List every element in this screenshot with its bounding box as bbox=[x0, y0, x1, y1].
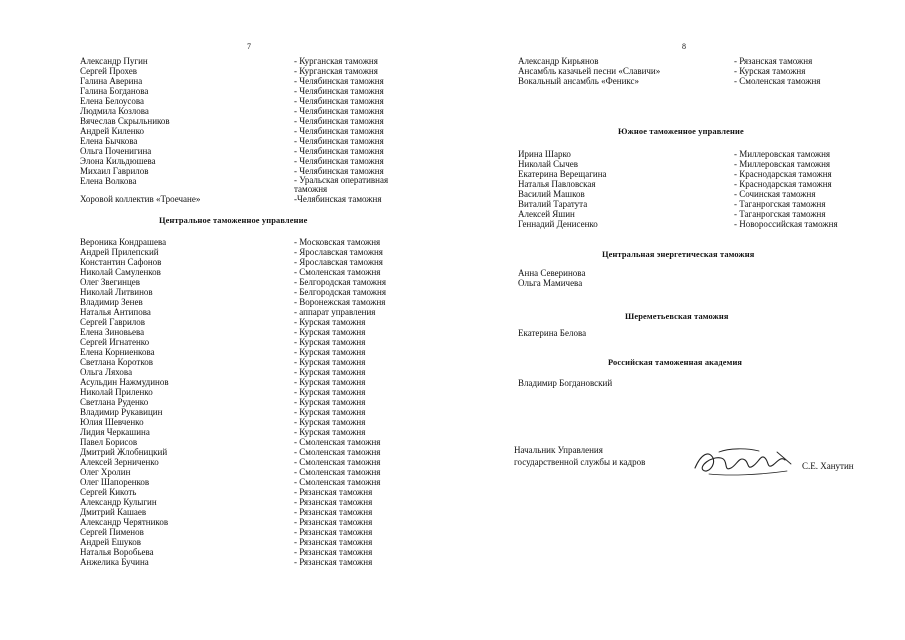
list-item-office: - аппарат управления bbox=[294, 307, 376, 317]
list-item-office: - Челябинская таможня bbox=[294, 156, 384, 166]
list-item-name: Людмила Козлова bbox=[80, 106, 149, 116]
handwritten-signature bbox=[689, 444, 799, 480]
list-item-name: Михаил Гаврилов bbox=[80, 166, 149, 176]
academy-list-names bbox=[518, 378, 612, 388]
list-item-office: - Ярославская таможня bbox=[294, 247, 383, 257]
section-heading-energy: Центральная энергетическая таможня bbox=[602, 250, 755, 259]
list-item-office: - Курская таможня bbox=[294, 367, 366, 377]
south-list-offices bbox=[734, 149, 838, 229]
list-item-office: - Челябинская таможня bbox=[294, 86, 384, 96]
list-item-name: Николай Литвинов bbox=[80, 287, 153, 297]
sheremetyevo-list-names bbox=[518, 328, 586, 338]
list-item-name: Олег Хролин bbox=[80, 467, 131, 477]
page-right bbox=[452, 0, 905, 640]
list-item-name: Елена Волкова bbox=[80, 176, 137, 186]
list-item-name: Елена Зиновьева bbox=[80, 327, 145, 337]
list-item-office: - Рязанская таможня bbox=[294, 537, 373, 547]
list-item-office: - Смоленская таможня bbox=[294, 447, 381, 457]
list-item-name: Светлана Руденко bbox=[80, 397, 149, 407]
list-item-name: Владимир Рукавицин bbox=[80, 407, 163, 417]
list-item-name: Александр Кирьянов bbox=[518, 56, 599, 66]
list-item-name: Лидия Черкашина bbox=[80, 427, 150, 437]
section-heading-central: Центральное таможенное управление bbox=[159, 216, 308, 225]
list-item-name: Алексей Яшин bbox=[518, 209, 575, 219]
signature-block bbox=[514, 444, 884, 484]
list-item-office: - Ярославская таможня bbox=[294, 257, 383, 267]
list-item-office: - Курская таможня bbox=[294, 327, 366, 337]
list-item-office: - Белгородская таможня bbox=[294, 277, 386, 287]
top-list-offices bbox=[734, 56, 820, 86]
list-item-name: Ольга Мамичева bbox=[518, 278, 583, 288]
list-item-name: Александр Черятников bbox=[80, 517, 169, 527]
list-item-name: Вокальный ансамбль «Феникс» bbox=[518, 76, 640, 86]
list-item-office: - Краснодарская таможня bbox=[734, 169, 832, 179]
list-item-name: Сергей Пименов bbox=[80, 527, 144, 537]
list-item-office: - Курская таможня bbox=[294, 357, 366, 367]
list-item-office: - Смоленская таможня bbox=[294, 457, 381, 467]
central-list-names bbox=[80, 237, 169, 567]
list-item-name: Василий Машков bbox=[518, 189, 585, 199]
list-item-name: Екатерина Верещагина bbox=[518, 169, 607, 179]
list-item-office: - Курганская таможня bbox=[294, 56, 378, 66]
signer-name: С.Е. Ханутин bbox=[802, 461, 854, 471]
signature-title bbox=[514, 444, 645, 468]
list-item-name: Элона Кильдюшева bbox=[80, 156, 156, 166]
list-item-name: Елена Белоусова bbox=[80, 96, 144, 106]
list-item-name: Геннадий Денисенко bbox=[518, 219, 598, 229]
list-item-name: Олег Шапоренков bbox=[80, 477, 150, 487]
list-item-name: Сергей Прохев bbox=[80, 66, 138, 76]
list-item-office: - Рязанская таможня bbox=[294, 517, 373, 527]
list-item-name: Анна Северинова bbox=[518, 268, 586, 278]
list-item-office: -Челябинская таможня bbox=[294, 194, 382, 204]
list-item-name: Юлия Шевченко bbox=[80, 417, 144, 427]
list-item-office: - Курская таможня bbox=[294, 427, 366, 437]
list-item-office: - Краснодарская таможня bbox=[734, 179, 832, 189]
page-number: 8 bbox=[682, 42, 686, 51]
signature-title-line: государственной службы и кадров bbox=[514, 457, 646, 467]
list-item-name: Андрей Киленко bbox=[80, 126, 144, 136]
list-item-name: Александр Кулыгин bbox=[80, 497, 157, 507]
list-item-name: Елена Корниенкова bbox=[80, 347, 155, 357]
list-item-name: Константин Сафонов bbox=[80, 257, 162, 267]
list-item-name: Алексей Зерниченко bbox=[80, 457, 159, 467]
section-heading-south: Южное таможенное управление bbox=[618, 127, 744, 136]
list-item-name: Анжелика Бучина bbox=[80, 557, 149, 567]
list-item-office: - Курская таможня bbox=[294, 317, 366, 327]
list-item-office: - Новороссийская таможня bbox=[734, 219, 838, 229]
list-item-name: Галина Богданова bbox=[80, 86, 149, 96]
list-item-office: - Таганрогская таможня bbox=[734, 209, 826, 219]
page-left bbox=[0, 0, 452, 640]
list-item-office: - Белгородская таможня bbox=[294, 287, 386, 297]
top-list-names bbox=[518, 56, 660, 86]
list-item-office: - Курская таможня bbox=[294, 337, 366, 347]
list-item-name: Ирина Шарко bbox=[518, 149, 571, 159]
list-item-office: - Челябинская таможня bbox=[294, 116, 384, 126]
list-item-name: Ансамбль казачьей песни «Славичи» bbox=[518, 66, 661, 76]
list-item-office: - Курганская таможня bbox=[294, 66, 378, 76]
list-item-office: - Рязанская таможня bbox=[294, 547, 373, 557]
list-item-name: Наталья Воробьева bbox=[80, 547, 154, 557]
list-item-office: - Челябинская таможня bbox=[294, 126, 384, 136]
list-item-name: Николай Самуленков bbox=[80, 267, 161, 277]
list-item-name: Владимир Зенев bbox=[80, 297, 143, 307]
list-item-name: Наталья Антипова bbox=[80, 307, 151, 317]
signature-title-line: Начальник Управления bbox=[514, 445, 603, 455]
list-item-name: Дмитрий Жлобницкий bbox=[80, 447, 168, 457]
list-item-office: - Миллеровская таможня bbox=[734, 159, 831, 169]
list-item-name: Олег Звегинцев bbox=[80, 277, 141, 287]
list-item-office: - Челябинская таможня bbox=[294, 136, 384, 146]
section-heading-sheremetyevo: Шереметьевская таможня bbox=[625, 312, 729, 321]
list-item-office: - Курская таможня bbox=[294, 347, 366, 357]
top-list-names bbox=[80, 56, 200, 204]
list-item-name: Павел Борисов bbox=[80, 437, 138, 447]
list-item-office: - Уральская оперативная таможня bbox=[294, 175, 389, 194]
list-item-name: Дмитрий Кашаев bbox=[80, 507, 147, 517]
list-item-name: Вероника Кондрашева bbox=[80, 237, 167, 247]
list-item-name: Виталий Таратута bbox=[518, 199, 588, 209]
list-item-office: - Смоленская таможня bbox=[734, 76, 821, 86]
list-item-name: Вячеслав Скрыльников bbox=[80, 116, 170, 126]
list-item-office: - Челябинская таможня bbox=[294, 106, 384, 116]
list-item-office: - Смоленская таможня bbox=[294, 267, 381, 277]
central-list-offices bbox=[294, 237, 386, 567]
list-item-office: - Курская таможня bbox=[294, 397, 366, 407]
list-item-name: Александр Пугин bbox=[80, 56, 148, 66]
list-item-office: - Курская таможня bbox=[734, 66, 806, 76]
list-item-office: - Курская таможня bbox=[294, 407, 366, 417]
list-item-name: Сергей Гаврилов bbox=[80, 317, 146, 327]
south-list-names bbox=[518, 149, 607, 229]
list-item-office: - Курская таможня bbox=[294, 377, 366, 387]
list-item-name: Владимир Богдановский bbox=[518, 378, 613, 388]
list-item-name: Асульдин Нажмудинов bbox=[80, 377, 169, 387]
list-item-office: - Курская таможня bbox=[294, 387, 366, 397]
section-heading-academy: Российская таможенная академия bbox=[608, 358, 743, 367]
list-item-name: Николай Приленко bbox=[80, 387, 153, 397]
list-item-name: Николай Сычев bbox=[518, 159, 578, 169]
list-item-office: - Рязанская таможня bbox=[294, 557, 373, 567]
list-item-office: - Таганрогская таможня bbox=[734, 199, 826, 209]
list-item-office: - Рязанская таможня bbox=[294, 487, 373, 497]
list-item-office: - Челябинская таможня bbox=[294, 76, 384, 86]
list-item-name: Галина Аверина bbox=[80, 76, 143, 86]
list-item-name: Екатерина Белова bbox=[518, 328, 587, 338]
top-list-offices bbox=[294, 56, 414, 204]
list-item-office: - Сочинская таможня bbox=[734, 189, 816, 199]
list-item-office: - Курская таможня bbox=[294, 417, 366, 427]
list-item-name: Сергей Игнатенко bbox=[80, 337, 150, 347]
energy-list-names bbox=[518, 268, 585, 288]
list-item-name: Хоровой коллектив «Троечане» bbox=[80, 194, 201, 204]
list-item-office: - Челябинская таможня bbox=[294, 166, 384, 176]
list-item-office: - Рязанская таможня bbox=[294, 507, 373, 517]
list-item-name: Елена Бычкова bbox=[80, 136, 138, 146]
list-item-office: - Миллеровская таможня bbox=[734, 149, 831, 159]
list-item-office: - Смоленская таможня bbox=[294, 467, 381, 477]
list-item-name: Наталья Павловская bbox=[518, 179, 596, 189]
list-item-name: Ольга Ляхова bbox=[80, 367, 133, 377]
list-item-name: Сергей Кикоть bbox=[80, 487, 137, 497]
list-item-name: Ольга Поченигина bbox=[80, 146, 152, 156]
list-item-office: - Рязанская таможня bbox=[294, 527, 373, 537]
list-item-office: - Рязанская таможня bbox=[294, 497, 373, 507]
list-item-office: - Воронежская таможня bbox=[294, 297, 386, 307]
list-item-office: - Челябинская таможня bbox=[294, 146, 384, 156]
list-item-office: - Рязанская таможня bbox=[734, 56, 813, 66]
list-item-name: Андрей Ешуков bbox=[80, 537, 142, 547]
list-item-name: Андрей Прилепский bbox=[80, 247, 159, 257]
list-item-office: - Смоленская таможня bbox=[294, 437, 381, 447]
list-item-name: Светлана Коротков bbox=[80, 357, 153, 367]
page-number: 7 bbox=[247, 42, 251, 51]
list-item-office: - Челябинская таможня bbox=[294, 96, 384, 106]
list-item-office: - Московская таможня bbox=[294, 237, 381, 247]
list-item-office: - Смоленская таможня bbox=[294, 477, 381, 487]
